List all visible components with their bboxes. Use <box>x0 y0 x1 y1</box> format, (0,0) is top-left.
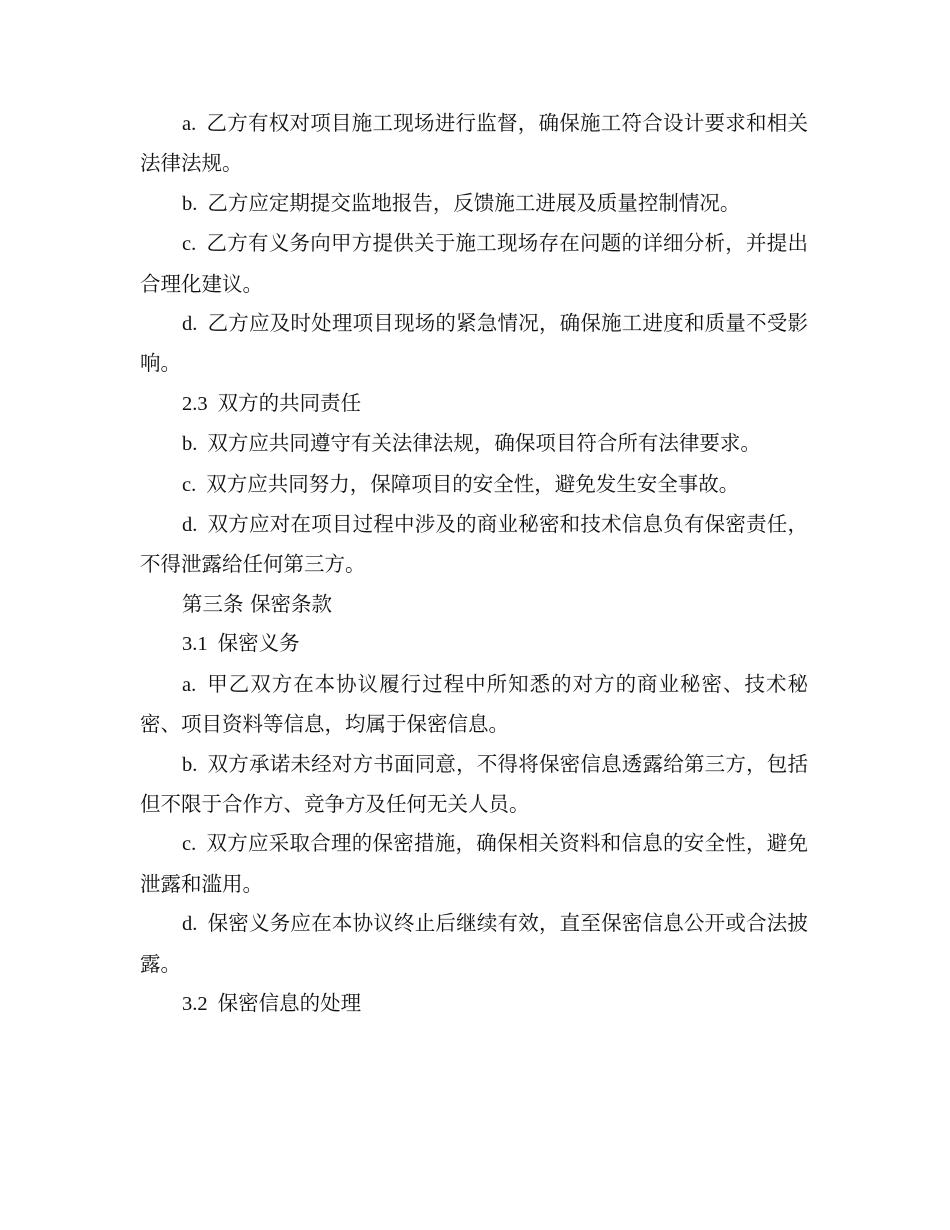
item-marker: d. <box>182 913 198 936</box>
paragraph-2-2-c <box>140 224 808 304</box>
paragraph-2-2-a <box>140 104 808 184</box>
paragraph-text: 双方应对在项目过程中涉及的商业秘密和技术信息负有保密责任，不得泄露给任何第三方。 <box>140 512 808 577</box>
paragraph-3-1-a <box>140 665 808 745</box>
paragraph-text: 保密义务应在本协议终止后继续有效，直至保密信息公开或合法披露。 <box>140 911 808 976</box>
item-marker: c. <box>182 233 197 256</box>
paragraph-text: 双方应采取合理的保密措施，确保相关资料和信息的安全性，避免泄露和滥用。 <box>140 831 808 896</box>
section-heading-3-1 <box>140 624 808 664</box>
paragraph-3-1-b <box>140 745 808 825</box>
section-title: 保密信息的处理 <box>217 990 362 1015</box>
paragraph-text: 双方应共同遵守有关法律法规，确保项目符合所有法律要求。 <box>207 431 761 456</box>
section-number: 2.3 <box>182 392 208 415</box>
article-title: 第三条 保密条款 <box>182 591 333 616</box>
paragraph-2-3-d <box>140 505 808 585</box>
paragraph-text: 乙方有义务向甲方提供关于施工现场存在问题的详细分析，并提出合理化建议。 <box>140 231 808 296</box>
item-marker: d. <box>182 514 198 537</box>
paragraph-2-2-d <box>140 304 808 384</box>
section-number: 3.1 <box>182 633 208 656</box>
paragraph-2-2-b <box>140 184 808 224</box>
section-number: 3.2 <box>182 992 208 1015</box>
item-marker: a. <box>182 113 197 135</box>
paragraph-3-1-c <box>140 824 808 904</box>
section-title: 保密义务 <box>217 631 300 656</box>
item-marker: b. <box>182 753 198 776</box>
item-marker: a. <box>182 673 197 696</box>
section-heading-3-2 <box>140 984 808 1024</box>
paragraph-text: 双方应共同努力，保障项目的安全性，避免发生安全事故。 <box>206 471 740 496</box>
item-marker: b. <box>182 192 198 215</box>
paragraph-text: 乙方应定期提交监地报告，反馈施工进展及质量控制情况。 <box>207 190 741 215</box>
paragraph-2-3-c <box>140 465 808 505</box>
paragraph-text: 乙方有权对项目施工现场进行监督，确保施工符合设计要求和相关法律法规。 <box>140 111 808 176</box>
item-marker: c. <box>182 473 197 496</box>
document-body <box>140 104 808 1024</box>
item-marker: d. <box>182 313 198 336</box>
article-heading-3 <box>140 585 808 624</box>
item-marker: c. <box>182 833 197 856</box>
paragraph-text: 甲乙双方在本协议履行过程中所知悉的对方的商业秘密、技术秘密、项目资料等信息，均属于保密信息。 <box>140 671 808 737</box>
section-title: 双方的共同责任 <box>217 390 362 415</box>
paragraph-3-1-d <box>140 904 808 984</box>
paragraph-text: 乙方应及时处理项目现场的紧急情况，确保施工进度和质量不受影响。 <box>140 311 808 376</box>
section-heading-2-3 <box>140 384 808 424</box>
paragraph-text: 双方承诺未经对方书面同意，不得将保密信息透露给第三方，包括但不限于合作方、竞争方及任何无关人员。 <box>140 751 808 816</box>
paragraph-2-3-b <box>140 424 808 464</box>
item-marker: b. <box>182 433 198 456</box>
